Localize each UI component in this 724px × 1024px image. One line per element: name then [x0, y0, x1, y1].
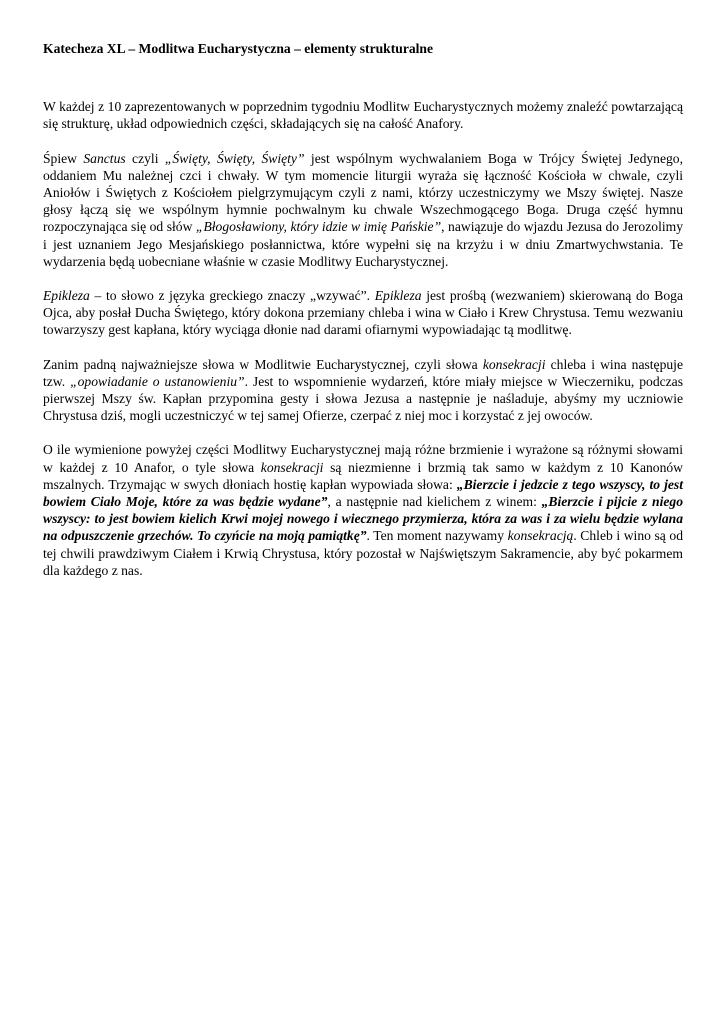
paragraph-sanctus	[43, 150, 683, 270]
text-run: – to słowo z języka greckiego znaczy „wzywać”.	[89, 288, 375, 304]
text-run: . Jest to wspomnienie wydarzeń, które miały miejsce w Wieczerniku, podczas pierwszej Mszy św. Kapłan przypomina gesty i słowa Jezusa a następnie je naśladuje, abyśmy my uczniowie Chrystusa dziś, mogli uczestniczyć w tej samej Ofierze, czerpać z niej moc i korzystać z jej owoców.	[43, 373, 684, 424]
text-run: są niezmienne i brzmią tak samo w każdym z 10 Kanonów mszalnych. Trzymając w swych dłoniach hostię kapłan wypowiada słowa:	[43, 459, 683, 492]
text-run: , nawiązuje do wjazdu Jezusa do Jerozolimy i jest uznaniem Jego Mesjańskiego posłannictwa, które wypełni się na krzyżu i w dniu Zmartwychwstania. Te wydarzenia będą uobecniane właśnie w czasie Modlitwy Eucharystycznej.	[43, 219, 683, 269]
italic-term-epikleza: Epikleza	[374, 288, 422, 304]
italic-term-epikleza: Epikleza	[43, 288, 90, 304]
text-run: chleba i wina następuje tzw.	[43, 356, 683, 389]
italic-term-konsekracja: konsekracją	[507, 528, 574, 544]
bold-italic-quote-bread: „Bierzcie i jedzcie z tego wszyscy, to jest bowiem Ciało Moje, które za was będzie wydane”	[43, 476, 683, 510]
paragraph-text: W każdej z 10 zaprezentowanych w poprzednim tygodniu Modlitw Eucharystycznych możemy znaleźć powtarzającą się strukturę, układ odpowiednich części, składających się na całość Anafory.	[43, 99, 683, 132]
paragraph-intro	[43, 98, 683, 132]
paragraph-opowiadanie	[43, 356, 683, 425]
italic-term-konsekracji: konsekracji	[482, 356, 546, 372]
bold-italic-quote-wine: „Bierzcie i pijcie z niego wszyscy: to jest bowiem kielich Krwi mojej nowego i wiecznego przymierza, która za was i za wielu będzie wylana na odpuszczenie grzechów. To czyńcie na moją pamiątkę”	[43, 494, 683, 544]
document-title: Katecheza XL – Modlitwa Eucharystyczna – elementy strukturalne	[43, 41, 434, 56]
text-run: . Ten moment nazywamy	[366, 528, 508, 544]
text-run: , a następnie nad kielichem z winem:	[327, 494, 542, 510]
text-run: Zanim padną najważniejsze słowa w Modlitwie Eucharystycznej, czyli słowa	[43, 356, 483, 372]
italic-quote-opowiadanie: „opowiadanie o ustanowieniu”	[70, 373, 245, 389]
paragraph-konsekracja	[43, 441, 683, 579]
text-run: . Chleb i wino są od tej chwili prawdziwym Ciałem i Krwią Chrystusa, który pozostał w Najświętszym Sakramencie, aby być pokarmem dla każdego z nas.	[43, 528, 683, 578]
text-run: czyli	[125, 150, 165, 166]
italic-term-konsekracji: konsekracji	[260, 459, 324, 475]
text-run: O ile wymienione powyżej części Modlitwy Eucharystycznej mają różne brzmienie i wyrażone są różnymi słowami w każdej z 10 Anafor, o tyle słowa	[43, 442, 683, 475]
italic-quote-blogoslawiony: „Błogosławiony, który idzie w imię Pańskie”	[195, 219, 442, 235]
italic-quote-swiety: „Święty, Święty, Święty”	[164, 150, 305, 166]
italic-term-sanctus: Sanctus	[83, 150, 126, 166]
paragraph-epikleza	[43, 287, 683, 339]
text-run: jest prośbą (wezwaniem) skierowaną do Boga Ojca, aby posłał Ducha Świętego, który dokona przemiany chleba i wina w Ciało i Krew Chrystusa. Temu wezwaniu towarzyszy gest kapłana, który wyciąga dłonie nad darami ofiarnymi wypowiadając tą modlitwę.	[43, 288, 683, 338]
document-page	[43, 40, 683, 596]
text-run: Śpiew	[43, 150, 84, 166]
text-run: jest wspólnym wychwalaniem Boga w Trójcy Świętej Jedynego, oddaniem Mu należnej czci i chwały. W tym momencie liturgii wyraża się łączność Kościoła w chwale, czyli Aniołów i Świętych z Kościołem pielgrzymującym czyli z nami, którzy uczestniczymy we Mszy świętej. Nasze głosy łączą się we wspólnym hymnie pochwalnym ku chwale Wszechmogącego Boga. Druga część hymnu rozpoczynająca się od słów	[43, 150, 683, 235]
